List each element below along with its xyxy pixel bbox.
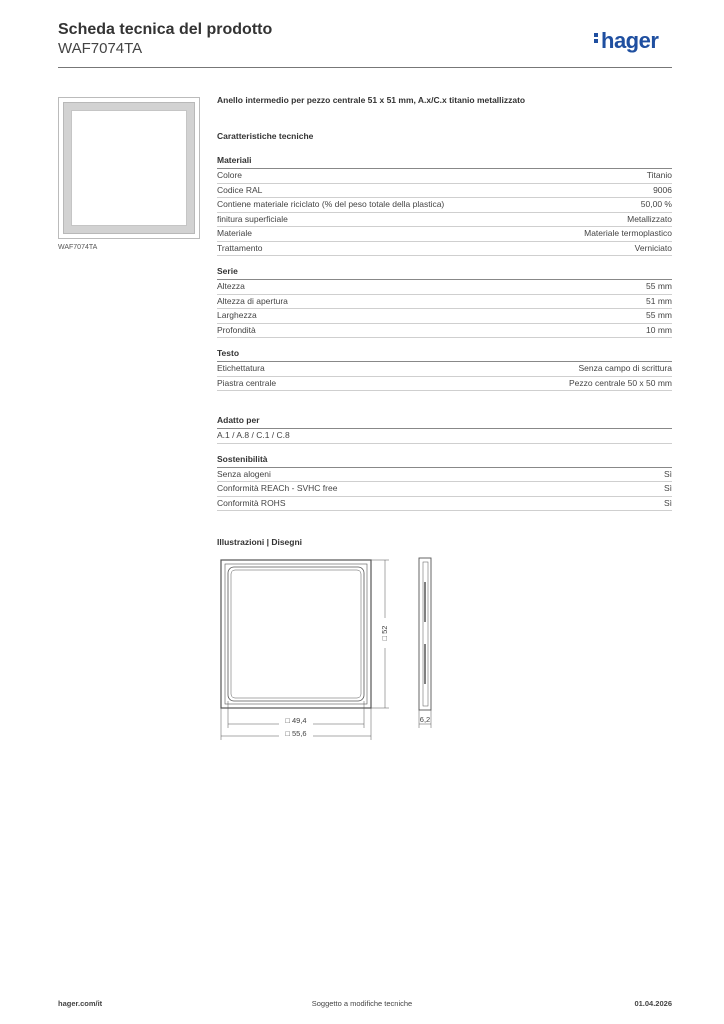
side-view xyxy=(419,558,431,710)
spec-value: Sì xyxy=(663,497,672,508)
spec-label: Piastra centrale xyxy=(217,377,277,388)
technical-drawing xyxy=(217,552,439,742)
spec-label: Codice RAL xyxy=(217,184,263,195)
thumbnail-frame xyxy=(63,102,195,234)
illustrations-title: Illustrazioni | Disegni xyxy=(217,537,303,547)
spec-row xyxy=(217,295,672,310)
spec-value: 50,00 % xyxy=(640,199,672,209)
spec-value: Titanio xyxy=(646,170,672,180)
spec-row xyxy=(217,213,672,228)
logo-dots-icon xyxy=(594,31,599,45)
spec-group xyxy=(217,155,672,256)
spec-row xyxy=(217,482,672,497)
logo-text: hager xyxy=(601,28,659,53)
hager-logo xyxy=(594,28,658,54)
dim-height: □ 52 xyxy=(380,625,389,641)
spec-value: 55 mm xyxy=(646,310,672,320)
spec-value: Verniciato xyxy=(634,242,672,253)
spec-label: Larghezza xyxy=(217,310,257,320)
spec-label: Trattamento xyxy=(217,242,263,253)
dim-inner-width: □ 49,4 xyxy=(285,716,307,725)
footer-note: Soggetto a modifiche tecniche xyxy=(311,999,413,1008)
spec-row xyxy=(217,280,672,295)
thumbnail-opening xyxy=(71,110,187,226)
dim-outer-width: □ 55,6 xyxy=(285,729,307,738)
spec-group xyxy=(217,266,672,338)
spec-row xyxy=(217,468,672,483)
spec-row xyxy=(217,227,672,242)
spec-value: Pezzo centrale 50 x 50 mm xyxy=(569,377,672,388)
spec-label: Materiale xyxy=(217,228,252,238)
spec-value: 10 mm xyxy=(646,324,672,335)
product-code: WAF7074TA xyxy=(58,40,143,57)
spec-row xyxy=(217,242,672,257)
spec-group-title: Testo xyxy=(217,348,672,362)
spec-groups xyxy=(217,155,672,511)
spec-group-title: Serie xyxy=(217,266,672,280)
product-description: Anello intermedio per pezzo centrale 51 x 51 mm, A.x/C.x titanio metallizzato xyxy=(217,95,526,105)
spec-row xyxy=(217,362,672,377)
spec-row xyxy=(217,309,672,324)
spec-label: finitura superficiale xyxy=(217,213,288,224)
spec-value: Sì xyxy=(663,468,672,479)
spec-row xyxy=(217,429,672,444)
spec-row xyxy=(217,497,672,512)
spec-label: Contiene materiale riciclato (% del peso totale della plastica) xyxy=(217,199,445,209)
spec-group-title: Adatto per xyxy=(217,415,672,429)
spec-value: Materiale termoplastico xyxy=(584,228,672,238)
spec-label: Colore xyxy=(217,170,243,180)
spec-label: Altezza xyxy=(217,281,245,291)
spec-label: Senza alogeni xyxy=(217,468,271,479)
dim-depth: 6,2 xyxy=(419,715,431,724)
footer-date: 01.04.2026 xyxy=(634,999,672,1008)
header-divider xyxy=(58,67,672,68)
spec-value: Sì xyxy=(663,483,672,493)
spec-group xyxy=(217,454,672,512)
spec-row xyxy=(217,324,672,339)
tech-section-title: Caratteristiche tecniche xyxy=(217,131,314,141)
spec-value: 9006 xyxy=(653,184,672,195)
spec-group xyxy=(217,348,672,391)
spec-row xyxy=(217,198,672,213)
spec-label: A.1 / A.8 / C.1 / C.8 xyxy=(217,430,290,440)
spec-value: 55 mm xyxy=(646,281,672,291)
spec-value: Metallizzato xyxy=(627,213,672,224)
spec-group xyxy=(217,415,672,444)
spec-label: Etichettatura xyxy=(217,363,265,373)
spec-label: Altezza di apertura xyxy=(217,295,288,306)
front-view xyxy=(221,560,371,708)
spec-label: Conformità ROHS xyxy=(217,497,286,508)
dimension-lines xyxy=(221,560,431,740)
footer-website[interactable]: hager.com/it xyxy=(58,999,103,1008)
spec-row xyxy=(217,377,672,392)
spec-content xyxy=(217,95,672,511)
thumbnail-caption: WAF7074TA xyxy=(58,244,98,251)
spec-value: Senza campo di scrittura xyxy=(578,363,672,373)
product-thumbnail xyxy=(58,97,200,239)
page-title: Scheda tecnica del prodotto xyxy=(58,21,273,38)
spec-label: Conformità REACh - SVHC free xyxy=(217,483,338,493)
spec-value: 51 mm xyxy=(646,295,672,306)
spec-row xyxy=(217,169,672,184)
spec-group-title: Materiali xyxy=(217,155,672,169)
spec-row xyxy=(217,184,672,199)
spec-group-title: Sostenibilità xyxy=(217,454,672,468)
spec-label: Profondità xyxy=(217,324,256,335)
